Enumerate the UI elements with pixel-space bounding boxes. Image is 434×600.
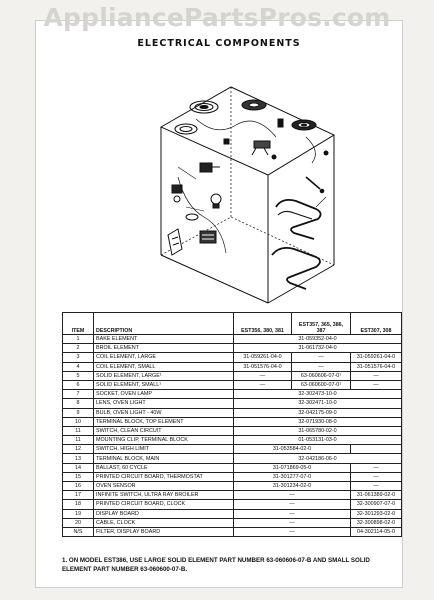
solid-element-large-icon [242, 100, 266, 110]
exploded-parts-diagram [156, 67, 341, 305]
item-number-cell: 17 [63, 491, 94, 500]
table-row [63, 344, 402, 353]
screw-icon [320, 189, 324, 193]
part-number-cell: 31-053584-02-0 [234, 445, 351, 454]
part-number-cell: 31-059261-04-0 [234, 353, 292, 362]
pointer-line [178, 167, 196, 179]
description-cell: TERMINAL BLOCK, MAIN [94, 454, 234, 463]
table-row [63, 436, 402, 445]
table-row [63, 454, 402, 463]
description-cell: SOLID ELEMENT, SMALL¹ [94, 380, 234, 389]
table-row [63, 335, 402, 344]
table-row [63, 527, 402, 536]
part-number-cell: — [292, 362, 351, 371]
item-number-cell: 8 [63, 399, 94, 408]
site-watermark: AppliancePartsPros.com [43, 3, 391, 32]
item-number-cell: 13 [63, 454, 94, 463]
cabinet-edge [268, 265, 334, 303]
col-header-est356: EST356, 380, 381 [234, 313, 292, 335]
broil-element-icon [278, 211, 312, 219]
part-number-cell: — [292, 353, 351, 362]
table-row [63, 353, 402, 362]
col-header-description: DESCRIPTION [94, 313, 234, 335]
socket-oven-lamp-icon [172, 185, 182, 202]
table-row [63, 362, 402, 371]
oven-sensor-icon [306, 177, 320, 189]
table-row [63, 482, 402, 491]
description-cell: DISPLAY BOARD [94, 509, 234, 518]
item-number-cell: 3 [63, 353, 94, 362]
description-cell: BAKE ELEMENT [94, 335, 234, 344]
description-cell: SOCKET, OVEN LAMP [94, 390, 234, 399]
description-cell: SWITCH, HIGH LIMIT [94, 445, 234, 454]
description-cell: INFINITE SWITCH, ULTRA RAY BROILER [94, 491, 234, 500]
part-number-cell: 31-051576-04-0 [351, 362, 402, 371]
description-cell: BROIL ELEMENT [94, 344, 234, 353]
part-number-cell: 63-060600-07-0¹ [292, 380, 351, 389]
description-cell: COIL ELEMENT, LARGE [94, 353, 234, 362]
part-number-cell: — [234, 371, 292, 380]
item-number-cell: 14 [63, 463, 94, 472]
part-number-cell: 31-301234-02-0 [234, 482, 351, 491]
part-number-cell: 32-302473-10-0 [234, 390, 402, 399]
part-number-cell: 32-301293-02-0 [351, 509, 402, 518]
part-number-cell: 01-053131-03-0 [234, 436, 402, 445]
clip-icon [278, 119, 283, 127]
part-number-cell: — [351, 380, 402, 389]
col-header-est307: EST307, 308 [351, 313, 402, 335]
table-row [63, 509, 402, 518]
item-number-cell: 19 [63, 509, 94, 518]
part-number-cell: — [234, 527, 351, 536]
item-number-cell: 2 [63, 344, 94, 353]
table-row [63, 408, 402, 417]
switch-icon [200, 163, 220, 172]
bake-element-icon [272, 248, 320, 289]
parts-sheet [35, 20, 403, 588]
part-number-cell: 31-065780-02-0 [234, 426, 402, 435]
item-number-cell: 16 [63, 482, 94, 491]
item-number-cell: N/S [63, 527, 94, 536]
screw-icon [272, 155, 276, 159]
part-number-cell: 32-302471-10-0 [234, 399, 402, 408]
part-number-cell: 31-059352-04-0 [234, 335, 402, 344]
table-row [63, 399, 402, 408]
clip-icon [224, 139, 229, 144]
terminal-block-main-icon [200, 231, 216, 243]
table-row [63, 500, 402, 509]
col-header-est357: EST357, 365, 386, 387 [292, 313, 351, 335]
table-row [63, 472, 402, 481]
description-cell: SWITCH, CLEAN CIRCUIT [94, 426, 234, 435]
pointer-line [316, 197, 326, 207]
item-number-cell: 1 [63, 335, 94, 344]
table-row [63, 371, 402, 380]
part-number-cell: — [351, 482, 402, 491]
description-cell: TERMINAL BLOCK, TOP ELEMENT [94, 417, 234, 426]
item-number-cell: 15 [63, 472, 94, 481]
description-cell: BALLAST, 60 CYCLE [94, 463, 234, 472]
item-number-cell: 12 [63, 445, 94, 454]
part-number-cell: 31-061389-02-0 [351, 491, 402, 500]
part-number-cell: — [234, 518, 351, 527]
item-number-cell: 20 [63, 518, 94, 527]
part-number-cell: 31-301277-07-0 [234, 472, 351, 481]
description-cell: PRINTED CIRCUIT BOARD, THERMOSTAT [94, 472, 234, 481]
description-cell: MOUNTING CLIP, TERMINAL BLOCK [94, 436, 234, 445]
item-number-cell: 18 [63, 500, 94, 509]
table-row [63, 380, 402, 389]
item-number-cell: 7 [63, 390, 94, 399]
part-number-cell: — [351, 371, 402, 380]
description-cell: SOLID ELEMENT, LARGE¹ [94, 371, 234, 380]
broil-element-icon [276, 200, 321, 239]
footnote: 1. ON MODEL EST386, USE LARGE SOLID ELEMENT PART NUMBER 63-060606-07-B AND SMALL SOLID ELEMENT PART NUMBER 63-060600-07-B. [62, 557, 370, 573]
item-number-cell: 6 [63, 380, 94, 389]
part-number-cell: 32-071930-08-0 [234, 417, 402, 426]
solid-element-small-icon [292, 120, 316, 130]
description-cell: OVEN SENSOR [94, 482, 234, 491]
table-header-row [63, 313, 402, 335]
part-number-cell: 32-300898-02-0 [351, 518, 402, 527]
lens-icon [186, 214, 198, 220]
table-row [63, 491, 402, 500]
description-cell: PRINTED CIRCUIT BOARD, CLOCK [94, 500, 234, 509]
description-cell: CABLE, CLOCK [94, 518, 234, 527]
part-number-cell: 32-300907-07-0 [351, 500, 402, 509]
table-row [63, 463, 402, 472]
part-number-cell: — [234, 491, 351, 500]
page-title: ELECTRICAL COMPONENTS [137, 38, 301, 49]
table-row [63, 390, 402, 399]
part-number-cell: — [351, 472, 402, 481]
part-number-cell: 04-302114-05-0 [351, 527, 402, 536]
part-number-cell: — [234, 500, 351, 509]
part-number-cell: — [351, 463, 402, 472]
part-number-cell: 31-059261-04-0 [351, 353, 402, 362]
screw-icon [324, 151, 328, 155]
item-number-cell: 11 [63, 436, 94, 445]
part-number-cell: 32-042175-09-0 [234, 408, 402, 417]
part-number-cell: 31-051576-04-0 [234, 362, 292, 371]
col-header-item: ITEM [63, 313, 94, 335]
printed-circuit-board-icon [168, 229, 182, 255]
item-number-cell: 10 [63, 417, 94, 426]
description-cell: FILTER, DISPLAY BOARD [94, 527, 234, 536]
bulb-icon [211, 194, 221, 208]
description-cell: COIL ELEMENT, SMALL [94, 362, 234, 371]
part-number-cell: — [234, 380, 292, 389]
part-number-cell: 31-061732-04-0 [234, 344, 402, 353]
part-number-cell: 63-060606-07-0¹ [292, 371, 351, 380]
description-cell: BULB, OVEN LIGHT - 40W [94, 408, 234, 417]
parts-table [62, 312, 402, 537]
table-row [63, 417, 402, 426]
table-row [63, 518, 402, 527]
part-number-cell [351, 445, 402, 454]
item-number-cell: 11 [63, 426, 94, 435]
parts-table-body [63, 335, 402, 537]
cabinet-edge [161, 255, 268, 303]
table-row [63, 445, 402, 454]
item-number-cell: 9 [63, 408, 94, 417]
table-row [63, 426, 402, 435]
item-number-cell: 4 [63, 362, 94, 371]
item-number-cell: 5 [63, 371, 94, 380]
description-cell: LENS, OVEN LIGHT [94, 399, 234, 408]
part-number-cell: 32-042186-06-0 [234, 454, 402, 463]
part-number-cell: 31-071869-05-0 [234, 463, 351, 472]
cabinet-hidden-edge [161, 217, 334, 265]
part-number-cell: — [234, 509, 351, 518]
